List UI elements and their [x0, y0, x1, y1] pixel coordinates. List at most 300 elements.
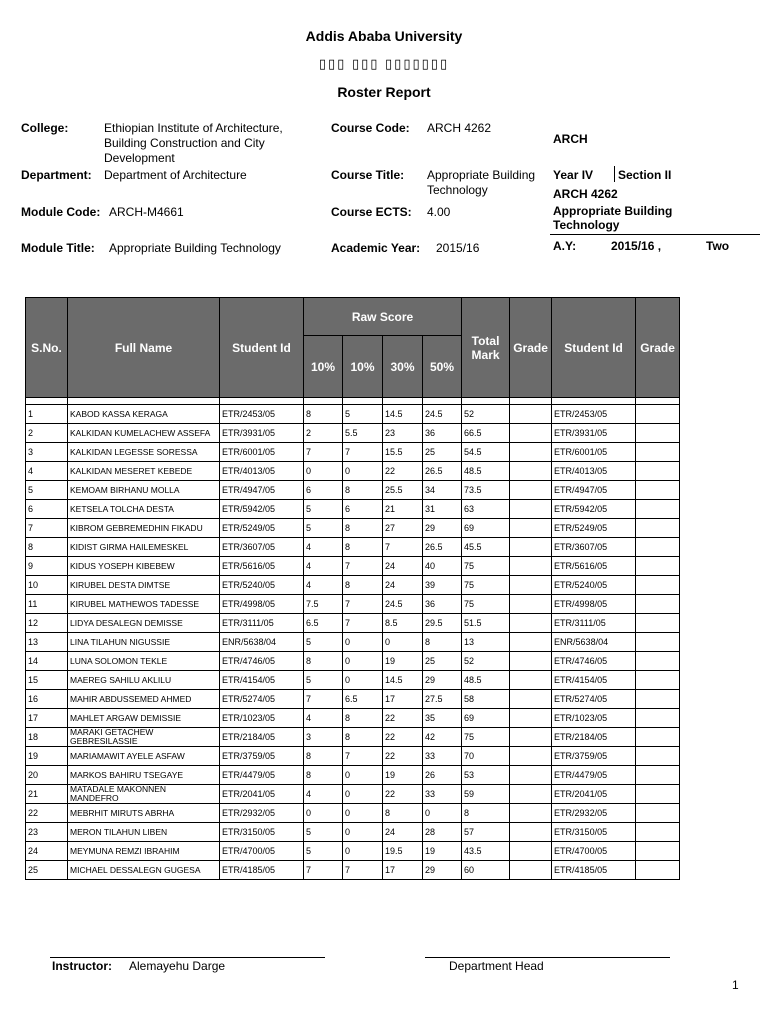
- cell-s4: 27.5: [423, 690, 462, 709]
- cell-s3: 22: [383, 747, 423, 766]
- cell-total: 75: [462, 576, 510, 595]
- table-spacer-row: [26, 398, 680, 405]
- cell-s2: 8: [343, 576, 383, 595]
- cell-sno: 7: [26, 519, 68, 538]
- cell-s3: 22: [383, 462, 423, 481]
- table-row: [26, 557, 680, 576]
- cell-student-id-2: ETR/2184/05: [552, 728, 636, 747]
- module-code-label: Module Code:: [21, 205, 101, 219]
- cell-s4: 29: [423, 671, 462, 690]
- table-row: [26, 481, 680, 500]
- cell-grade: [510, 614, 552, 633]
- col-header-weight-1: 10%: [304, 336, 343, 398]
- table-row: [26, 766, 680, 785]
- cell-s3: 15.5: [383, 443, 423, 462]
- cell-s4: 36: [423, 595, 462, 614]
- cell-s1: 0: [304, 462, 343, 481]
- cell-sno: 2: [26, 424, 68, 443]
- cell-s1: 7: [304, 690, 343, 709]
- cell-s4: 29.5: [423, 614, 462, 633]
- cell-id: ETR/3111/05: [220, 614, 304, 633]
- cell-name: LUNA SOLOMON TEKLE: [68, 652, 220, 671]
- cell-total: 54.5: [462, 443, 510, 462]
- cell-id: ETR/4947/05: [220, 481, 304, 500]
- cell-grade: [510, 652, 552, 671]
- cell-sno: 19: [26, 747, 68, 766]
- cell-grade2: [636, 671, 680, 690]
- cell-id: ETR/4746/05: [220, 652, 304, 671]
- cell-s3: 24: [383, 576, 423, 595]
- cell-name: LINA TILAHUN NIGUSSIE: [68, 633, 220, 652]
- instructor-label: Instructor:: [52, 959, 112, 973]
- cell-student-id-2: ETR/3607/05: [552, 538, 636, 557]
- cell-grade: [510, 424, 552, 443]
- cell-grade: [510, 633, 552, 652]
- cell-s4: 8: [423, 633, 462, 652]
- cell-student-id-2: ETR/1023/05: [552, 709, 636, 728]
- cell-s3: 8.5: [383, 614, 423, 633]
- cell-grade2: [636, 823, 680, 842]
- cell-id: ETR/4700/05: [220, 842, 304, 861]
- cell-s1: 5: [304, 633, 343, 652]
- cell-grade2: [636, 557, 680, 576]
- cell-s3: 23: [383, 424, 423, 443]
- cell-s1: 4: [304, 557, 343, 576]
- cell-id: ETR/1023/05: [220, 709, 304, 728]
- cell-s2: 0: [343, 671, 383, 690]
- cell-student-id-2: ETR/2041/05: [552, 785, 636, 804]
- course-code-value: ARCH 4262: [427, 121, 492, 135]
- cell-s2: 8: [343, 481, 383, 500]
- cell-id: ETR/3931/05: [220, 424, 304, 443]
- cell-total: 45.5: [462, 538, 510, 557]
- cell-s4: 36: [423, 424, 462, 443]
- cell-total: 73.5: [462, 481, 510, 500]
- cell-id: ETR/5249/05: [220, 519, 304, 538]
- cell-student-id-2: ETR/2453/05: [552, 405, 636, 424]
- cell-grade: [510, 728, 552, 747]
- cell-id: ETR/6001/05: [220, 443, 304, 462]
- dept-head-label: Department Head: [449, 959, 544, 973]
- cell-grade2: [636, 861, 680, 880]
- table-row: [26, 443, 680, 462]
- cell-student-id-2: ETR/5616/05: [552, 557, 636, 576]
- cell-s2: 0: [343, 766, 383, 785]
- cell-total: 59: [462, 785, 510, 804]
- cell-student-id-2: ETR/5240/05: [552, 576, 636, 595]
- cell-sno: 25: [26, 861, 68, 880]
- cell-sno: 11: [26, 595, 68, 614]
- cell-id: ETR/4479/05: [220, 766, 304, 785]
- right-course-title: Appropriate Building Technology: [553, 204, 673, 232]
- cell-s3: 24: [383, 823, 423, 842]
- cell-s2: 6.5: [343, 690, 383, 709]
- cell-s2: 0: [343, 785, 383, 804]
- cell-grade: [510, 785, 552, 804]
- table-row: [26, 462, 680, 481]
- cell-id: ETR/4154/05: [220, 671, 304, 690]
- cell-grade2: [636, 804, 680, 823]
- cell-s3: 0: [383, 633, 423, 652]
- cell-name: KIDIST GIRMA HAILEMESKEL: [68, 538, 220, 557]
- course-ects-value: 4.00: [427, 205, 451, 219]
- cell-sno: 3: [26, 443, 68, 462]
- cell-grade: [510, 861, 552, 880]
- cell-s4: 31: [423, 500, 462, 519]
- cell-s4: 33: [423, 747, 462, 766]
- cell-grade: [510, 804, 552, 823]
- cell-name: MATADALE MAKONNEN MANDEFRO: [68, 785, 220, 804]
- cell-name: KALKIDAN KUMELACHEW ASSEFA: [68, 424, 220, 443]
- cell-sno: 5: [26, 481, 68, 500]
- department-label: Department:: [21, 168, 92, 182]
- cell-student-id-2: ETR/5942/05: [552, 500, 636, 519]
- col-header-weight-3: 30%: [383, 336, 423, 398]
- cell-grade2: [636, 538, 680, 557]
- roster-body: [26, 398, 680, 880]
- cell-id: ETR/2041/05: [220, 785, 304, 804]
- cell-s2: 0: [343, 823, 383, 842]
- cell-id: ETR/4998/05: [220, 595, 304, 614]
- col-header-raw-score: Raw Score: [304, 298, 462, 336]
- table-row: [26, 690, 680, 709]
- cell-total: 58: [462, 690, 510, 709]
- college-label: College:: [21, 121, 69, 135]
- cell-s4: 25: [423, 443, 462, 462]
- cell-s1: 4: [304, 576, 343, 595]
- cell-s2: 8: [343, 728, 383, 747]
- cell-s4: 26.5: [423, 538, 462, 557]
- cell-s3: 19: [383, 766, 423, 785]
- cell-grade: [510, 519, 552, 538]
- col-header-student-id: Student Id: [220, 298, 304, 398]
- cell-grade: [510, 443, 552, 462]
- cell-s2: 8: [343, 519, 383, 538]
- cell-grade2: [636, 462, 680, 481]
- cell-sno: 17: [26, 709, 68, 728]
- right-dept: ARCH: [553, 132, 588, 146]
- cell-s1: 7: [304, 861, 343, 880]
- cell-name: MEYMUNA REMZI IBRAHIM: [68, 842, 220, 861]
- cell-grade2: [636, 481, 680, 500]
- table-row: [26, 614, 680, 633]
- cell-student-id-2: ETR/4185/05: [552, 861, 636, 880]
- cell-grade2: [636, 595, 680, 614]
- cell-name: KIRUBEL DESTA DIMTSE: [68, 576, 220, 595]
- table-row: [26, 861, 680, 880]
- cell-total: 69: [462, 709, 510, 728]
- cell-student-id-2: ETR/3150/05: [552, 823, 636, 842]
- cell-student-id-2: ETR/4013/05: [552, 462, 636, 481]
- cell-name: MAHLET ARGAW DEMISSIE: [68, 709, 220, 728]
- cell-s3: 21: [383, 500, 423, 519]
- table-row: [26, 747, 680, 766]
- cell-total: 52: [462, 405, 510, 424]
- cell-s1: 6: [304, 481, 343, 500]
- cell-sno: 18: [26, 728, 68, 747]
- table-row: [26, 519, 680, 538]
- cell-grade2: [636, 424, 680, 443]
- cell-total: 53: [462, 766, 510, 785]
- cell-student-id-2: ETR/4700/05: [552, 842, 636, 861]
- cell-name: MARIAMAWIT AYELE ASFAW: [68, 747, 220, 766]
- cell-s4: 33: [423, 785, 462, 804]
- cell-sno: 16: [26, 690, 68, 709]
- cell-name: KALKIDAN LEGESSE SORESSA: [68, 443, 220, 462]
- cell-s3: 24.5: [383, 595, 423, 614]
- col-header-grade-2: Grade: [636, 298, 680, 398]
- cell-student-id-2: ETR/3759/05: [552, 747, 636, 766]
- cell-s3: 8: [383, 804, 423, 823]
- cell-s1: 2: [304, 424, 343, 443]
- cell-s2: 5.5: [343, 424, 383, 443]
- cell-id: ETR/3607/05: [220, 538, 304, 557]
- cell-name: MARKOS BAHIRU TSEGAYE: [68, 766, 220, 785]
- cell-s2: 0: [343, 804, 383, 823]
- col-header-weight-4: 50%: [423, 336, 462, 398]
- col-header-grade: Grade: [510, 298, 552, 398]
- cell-grade: [510, 595, 552, 614]
- module-title-label: Module Title:: [21, 241, 95, 255]
- cell-total: 75: [462, 595, 510, 614]
- cell-s3: 19: [383, 652, 423, 671]
- cell-total: 75: [462, 728, 510, 747]
- cell-s1: 8: [304, 652, 343, 671]
- cell-grade: [510, 747, 552, 766]
- cell-sno: 24: [26, 842, 68, 861]
- cell-total: 66.5: [462, 424, 510, 443]
- cell-total: 63: [462, 500, 510, 519]
- cell-s4: 29: [423, 861, 462, 880]
- cell-grade: [510, 690, 552, 709]
- cell-s1: 0: [304, 804, 343, 823]
- cell-s3: 7: [383, 538, 423, 557]
- cell-s1: 8: [304, 766, 343, 785]
- cell-s4: 26: [423, 766, 462, 785]
- cell-student-id-2: ETR/3111/05: [552, 614, 636, 633]
- instructor-name: Alemayehu Darge: [129, 959, 226, 973]
- cell-s2: 0: [343, 842, 383, 861]
- cell-grade2: [636, 519, 680, 538]
- cell-s2: 0: [343, 462, 383, 481]
- right-section: Section II: [618, 168, 672, 182]
- cell-sno: 23: [26, 823, 68, 842]
- cell-total: 70: [462, 747, 510, 766]
- cell-grade2: [636, 443, 680, 462]
- cell-id: ETR/2184/05: [220, 728, 304, 747]
- cell-grade: [510, 823, 552, 842]
- cell-s1: 4: [304, 785, 343, 804]
- cell-student-id-2: ETR/5249/05: [552, 519, 636, 538]
- cell-grade: [510, 671, 552, 690]
- cell-sno: 6: [26, 500, 68, 519]
- right-block-rule: [550, 234, 760, 235]
- cell-id: ETR/2932/05: [220, 804, 304, 823]
- cell-s2: 7: [343, 595, 383, 614]
- cell-grade2: [636, 747, 680, 766]
- table-row: [26, 576, 680, 595]
- ay-value: 2015/16 ,: [611, 239, 662, 253]
- cell-s4: 0: [423, 804, 462, 823]
- cell-s4: 42: [423, 728, 462, 747]
- cell-name: KETSELA TOLCHA DESTA: [68, 500, 220, 519]
- cell-sno: 12: [26, 614, 68, 633]
- cell-student-id-2: ETR/4746/05: [552, 652, 636, 671]
- course-title-label: Course Title:: [331, 168, 405, 182]
- semester-value: Two: [706, 239, 730, 253]
- cell-s3: 17: [383, 861, 423, 880]
- cell-s2: 7: [343, 557, 383, 576]
- cell-s4: 25: [423, 652, 462, 671]
- table-row: [26, 595, 680, 614]
- cell-total: 43.5: [462, 842, 510, 861]
- academic-year-label: Academic Year:: [331, 241, 421, 255]
- cell-total: 69: [462, 519, 510, 538]
- cell-grade2: [636, 728, 680, 747]
- cell-sno: 13: [26, 633, 68, 652]
- cell-s3: 25.5: [383, 481, 423, 500]
- cell-total: 13: [462, 633, 510, 652]
- table-row: [26, 500, 680, 519]
- table-row: [26, 405, 680, 424]
- cell-sno: 20: [26, 766, 68, 785]
- ay-label: A.Y:: [553, 239, 577, 253]
- table-row: [26, 652, 680, 671]
- cell-student-id-2: ETR/2932/05: [552, 804, 636, 823]
- cell-s1: 6.5: [304, 614, 343, 633]
- table-row: [26, 538, 680, 557]
- cell-s3: 17: [383, 690, 423, 709]
- cell-sno: 22: [26, 804, 68, 823]
- col-header-total: Total Mark: [462, 298, 510, 398]
- cell-s3: 22: [383, 728, 423, 747]
- cell-grade: [510, 576, 552, 595]
- cell-s3: 14.5: [383, 671, 423, 690]
- cell-grade2: [636, 633, 680, 652]
- cell-grade: [510, 462, 552, 481]
- cell-s1: 5: [304, 519, 343, 538]
- cell-id: ETR/5274/05: [220, 690, 304, 709]
- report-title: Roster Report: [337, 84, 431, 100]
- col-header-sno: S.No.: [26, 298, 68, 398]
- cell-sno: 10: [26, 576, 68, 595]
- cell-total: 75: [462, 557, 510, 576]
- cell-sno: 1: [26, 405, 68, 424]
- cell-s2: 7: [343, 614, 383, 633]
- table-row: [26, 633, 680, 652]
- cell-grade2: [636, 766, 680, 785]
- col-header-full-name: Full Name: [68, 298, 220, 398]
- cell-name: MARAKI GETACHEW GEBRESILASSIE: [68, 728, 220, 747]
- cell-s3: 27: [383, 519, 423, 538]
- cell-total: 8: [462, 804, 510, 823]
- cell-s2: 8: [343, 538, 383, 557]
- right-year: Year IV: [553, 168, 594, 182]
- cell-s4: 26.5: [423, 462, 462, 481]
- cell-sno: 21: [26, 785, 68, 804]
- cell-id: ETR/4185/05: [220, 861, 304, 880]
- cell-s1: 8: [304, 405, 343, 424]
- cell-grade: [510, 538, 552, 557]
- page-number: 1: [732, 978, 739, 992]
- cell-student-id-2: ETR/4947/05: [552, 481, 636, 500]
- cell-id: ETR/4013/05: [220, 462, 304, 481]
- cell-s4: 19: [423, 842, 462, 861]
- table-row: [26, 823, 680, 842]
- cell-s4: 29: [423, 519, 462, 538]
- cell-student-id-2: ETR/5274/05: [552, 690, 636, 709]
- cell-name: MAHIR ABDUSSEMED AHMED: [68, 690, 220, 709]
- cell-s2: 7: [343, 861, 383, 880]
- cell-s4: 39: [423, 576, 462, 595]
- cell-student-id-2: ETR/4154/05: [552, 671, 636, 690]
- cell-grade2: [636, 785, 680, 804]
- cell-name: LIDYA DESALEGN DEMISSE: [68, 614, 220, 633]
- cell-id: ETR/5616/05: [220, 557, 304, 576]
- cell-grade2: [636, 652, 680, 671]
- cell-s3: 22: [383, 709, 423, 728]
- cell-grade2: [636, 576, 680, 595]
- cell-sno: 15: [26, 671, 68, 690]
- cell-grade2: [636, 842, 680, 861]
- cell-s1: 5: [304, 823, 343, 842]
- cell-grade: [510, 842, 552, 861]
- table-row: [26, 785, 680, 804]
- cell-sno: 14: [26, 652, 68, 671]
- cell-sno: 8: [26, 538, 68, 557]
- cell-s1: 5: [304, 500, 343, 519]
- cell-name: KABOD KASSA KERAGA: [68, 405, 220, 424]
- cell-total: 48.5: [462, 462, 510, 481]
- cell-name: MAEREG SAHILU AKLILU: [68, 671, 220, 690]
- table-row: [26, 671, 680, 690]
- table-row: [26, 424, 680, 443]
- cell-grade2: [636, 690, 680, 709]
- cell-s1: 5: [304, 671, 343, 690]
- cell-s2: 8: [343, 709, 383, 728]
- cell-total: 57: [462, 823, 510, 842]
- cell-s2: 0: [343, 633, 383, 652]
- cell-name: KEMOAM BIRHANU MOLLA: [68, 481, 220, 500]
- cell-grade2: [636, 709, 680, 728]
- module-code-value: ARCH-M4661: [109, 205, 184, 219]
- cell-id: ETR/5942/05: [220, 500, 304, 519]
- course-title-value: Appropriate Building Technology: [427, 168, 536, 197]
- cell-grade: [510, 405, 552, 424]
- cell-name: MEBRHIT MIRUTS ABRHA: [68, 804, 220, 823]
- cell-id: ETR/3150/05: [220, 823, 304, 842]
- roster-table: [25, 297, 680, 880]
- year-section-divider: [614, 166, 615, 182]
- cell-student-id-2: ETR/6001/05: [552, 443, 636, 462]
- academic-year-value: 2015/16: [436, 241, 480, 255]
- col-header-student-id-2: Student Id: [552, 298, 636, 398]
- cell-sno: 4: [26, 462, 68, 481]
- cell-id: ETR/2453/05: [220, 405, 304, 424]
- col-header-weight-2: 10%: [343, 336, 383, 398]
- college-value: Ethiopian Institute of Architecture, Building Construction and City Development: [104, 121, 283, 165]
- cell-total: 60: [462, 861, 510, 880]
- cell-name: KIDUS YOSEPH KIBEBEW: [68, 557, 220, 576]
- cell-grade: [510, 481, 552, 500]
- cell-s4: 34: [423, 481, 462, 500]
- cell-s4: 40: [423, 557, 462, 576]
- right-course-code: ARCH 4262: [553, 187, 618, 201]
- cell-s1: 5: [304, 842, 343, 861]
- cell-grade2: [636, 405, 680, 424]
- cell-grade: [510, 557, 552, 576]
- cell-s2: 0: [343, 652, 383, 671]
